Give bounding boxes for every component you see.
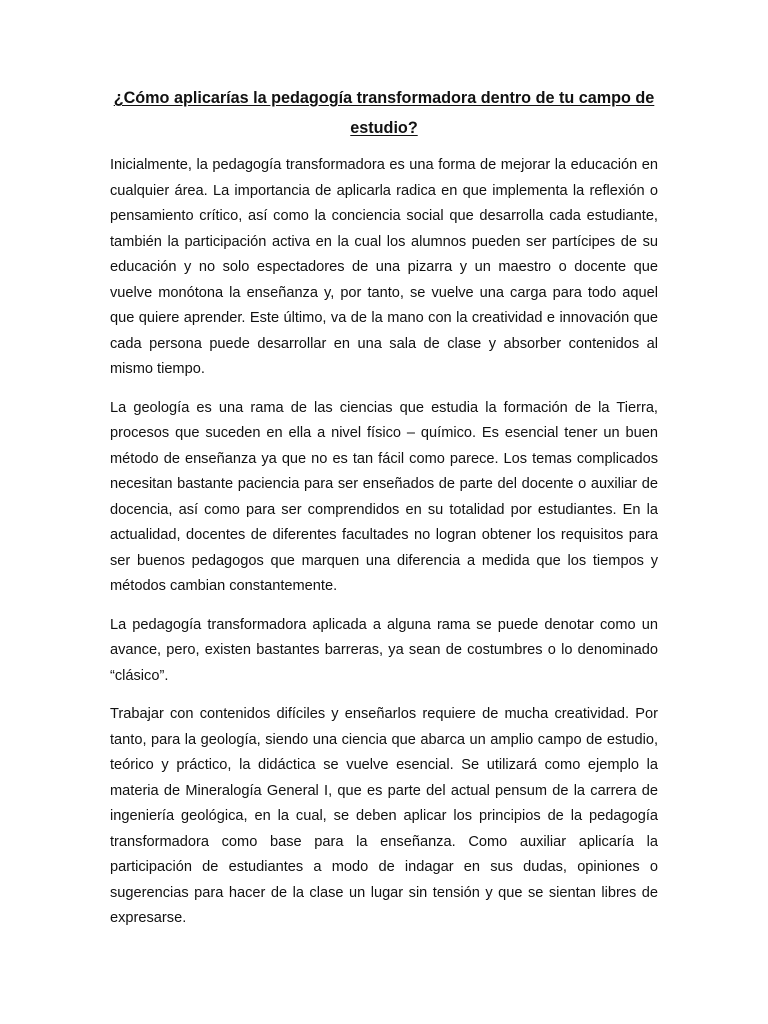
paragraph-2: La geología es una rama de las ciencias que estudia la formación de la Tierra, procesos que suceden en ella a nivel físico – químico. Es esencial tener un buen método de enseñanza ya que no es tan fácil como parece. Los temas complicados necesitan bastante paciencia para ser enseñados de parte del docente o auxiliar de docencia, así como para ser comprendidos en su totalidad por estudiantes. En la actualidad, docentes de diferentes facultades no logran obtener los requisitos para ser buenos pedagogos que marquen una diferencia a medida que los tiempos y métodos cambian constantemente. <box>110 399 658 594</box>
paragraph-1: Inicialmente, la pedagogía transformadora es una forma de mejorar la educación en cualquier área. La importancia de aplicarla radica en que implementa la reflexión o pensamiento crítico, así como la conciencia social que desarrolla cada estudiante, también la participación activa en la cual los alumnos pueden ser partícipes de su educación y no solo espectadores de una pizarra y un maestro o docente que vuelve monótona la enseñanza y, por tanto, se vuelve una carga para todo aquel que quiere aprender. Este último, va de la mano con la creatividad e innovación que cada persona puede desarrollar en una sala de clase y absorber contenidos al mismo tiempo. <box>110 157 658 377</box>
document-body <box>110 83 658 945</box>
paragraph-3: La pedagogía transformadora aplicada a alguna rama se puede denotar como un avance, pero, existen bastantes barreras, ya sean de costumbres o lo denominado “clásico”. <box>110 616 658 684</box>
document-title: ¿Cómo aplicarías la pedagogía transformadora dentro de tu campo de estudio? <box>113 89 655 137</box>
paragraph-4: Trabajar con contenidos difíciles y enseñarlos requiere de mucha creatividad. Por tanto, para la geología, siendo una ciencia que abarca un amplio campo de estudio, teórico y práctico, la didáctica se vuelve esencial. Se utilizará como ejemplo la materia de Mineralogía General I, que es parte del actual pensum de la carrera de ingeniería geológica, en la cual, se deben aplicar los principios de la pedagogía transformadora como base para la enseñanza. Como auxiliar aplicaría la participación de estudiantes a modo de indagar en sus dudas, opiniones o sugerencias para hacer de la clase un lugar sin tensión y que se sientan libres de expresarse. <box>110 706 658 926</box>
